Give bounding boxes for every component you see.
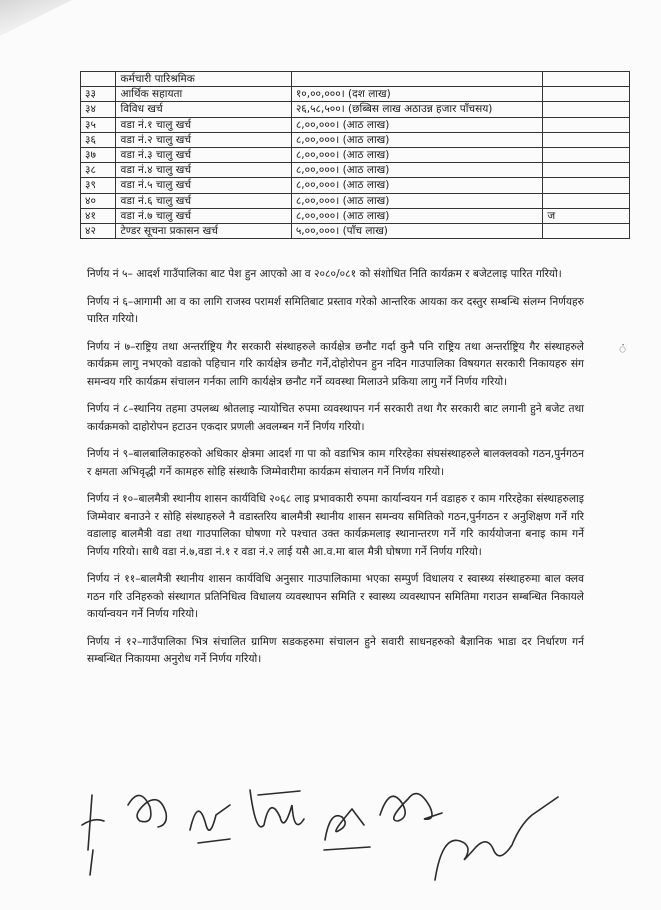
row-heading: वडा नं.१ चालु खर्च: [116, 117, 291, 132]
table-row: [81, 132, 630, 147]
row-number: ३७: [81, 147, 116, 162]
row-note: [543, 147, 630, 162]
signature-2: [128, 795, 166, 827]
signature-block: [80, 755, 620, 895]
row-heading: विविध खर्च: [116, 102, 291, 117]
table-row: [81, 72, 630, 87]
signature-5: [324, 809, 370, 850]
row-number: ३९: [81, 178, 116, 193]
row-amount: ८,००,०००। (आठ लाख): [291, 132, 543, 147]
row-heading: वडा नं.६ चालु खर्च: [116, 193, 291, 208]
margin-mark: ं: [619, 342, 627, 356]
row-amount: [291, 72, 543, 87]
row-amount: ८,००,०००। (आठ लाख): [291, 163, 543, 178]
row-note: [543, 132, 630, 147]
signature-7: [435, 797, 558, 880]
row-note: [543, 117, 630, 132]
decisions-list: [87, 266, 584, 679]
row-heading: वडा नं.५ चालु खर्च: [116, 178, 291, 193]
row-note: [543, 193, 630, 208]
row-heading: कर्मचारी पारिश्रमिक: [116, 72, 291, 87]
row-heading: टेण्डर सूचना प्रकासन खर्च: [116, 223, 291, 238]
row-heading: वडा नं.७ चालु खर्च: [116, 208, 291, 223]
decision-12: निर्णय नं १२–गाउँपालिका भित्र संचालित ग्रामिण सडकहरुमा संचालन हुने सवारी साधनहरुको बैज्ञानिक भाडा दर निर्धारण गर्न सम्बन्धित निकायमा अनुरोध गर्ने निर्णय गरियो।: [87, 635, 584, 665]
table-row: [81, 102, 630, 117]
row-note: ज: [543, 208, 630, 223]
decision-6: निर्णय नं ६–आगामी आ व का लागि राजस्व परामर्श समितिबाट प्रस्ताव गरेको आन्तरिक आयका कर दस्तुर सम्बन्धि संलग्न निर्णयहरु पारित गरियो।: [87, 295, 584, 325]
table-row: [81, 178, 630, 193]
row-note: [543, 178, 630, 193]
signature-6: [380, 794, 442, 821]
signature-4: [250, 790, 304, 827]
row-number: [81, 72, 116, 87]
row-number: ४०: [81, 193, 116, 208]
row-note: [543, 87, 630, 102]
table-row: [81, 208, 630, 223]
row-note: [543, 102, 630, 117]
row-heading: वडा नं.४ चालु खर्च: [116, 163, 291, 178]
row-amount: ८,००,०००। (आठ लाख): [291, 193, 543, 208]
row-amount: २६,५८,५००। (छब्बिस लाख अठाउन्न हजार पाँचसय): [291, 102, 543, 117]
table-row: [81, 163, 630, 178]
decision-10: निर्णय नं १०–बालमैत्री स्थानीय शासन कार्यविधि २०६८ लाइ प्रभावकारी रुपमा कार्यान्वयन गर्न वडाहरु र काम गरिरहेका संस्थाहरुलाइ जिम्मेवार बनाउने र सोहि संस्थाहरुले नै वडास्तरिय बालमैत्री स्थानीय शासन समन्वय समितिको गठन,पुर्नगठन र अनुशिक्षण गर्ने गरि वडालाइ बालमैत्री वडा तथा गाउपालिका घोषणा गरे पश्चात उक्त कार्यक्रमलाइ स्थानान्तरण गर्ने गरि कार्ययोजना बनाइ काम गर्ने निर्णय गरियो। साथै वडा नं.७,वडा नं.१ र वडा नं.२ लाई यसै आ.व.मा बाल मैत्री घोषणा गर्ने निर्णय गरियो।: [87, 493, 584, 558]
row-heading: आर्थिक सहायता: [116, 87, 291, 102]
row-number: ३६: [81, 132, 116, 147]
decision-9: निर्णय नं ९–बालबालिकाहरुको अधिकार क्षेत्रमा आदर्श गा पा को वडाभित्र काम गरिरहेका संघसंस्थाहरुले बालक्लवको गठन,पुर्नगठन र क्षमता अभिवृद्धी गर्ने कामहरु सोहि संस्थाकै जिम्मेवारीमा कार्यक्रम संचालन गर्ने निर्णय गरियो।: [87, 448, 584, 478]
row-number: ३४: [81, 102, 116, 117]
table-row: [81, 117, 630, 132]
budget-table: [80, 71, 630, 239]
table-row: [81, 223, 630, 238]
row-number: ४२: [81, 223, 116, 238]
table-row: [81, 193, 630, 208]
row-number: ३८: [81, 163, 116, 178]
row-amount: ८,००,०००। (आठ लाख): [291, 117, 543, 132]
table-row: [81, 147, 630, 162]
page-fold-shadow: [0, 0, 72, 36]
row-amount: ८,००,०००। (आठ लाख): [291, 208, 543, 223]
row-number: ४१: [81, 208, 116, 223]
row-note: [543, 223, 630, 238]
row-amount: ८,००,०००। (आठ लाख): [291, 178, 543, 193]
signature-1: [82, 795, 104, 875]
row-heading: वडा नं.२ चालु खर्च: [116, 132, 291, 147]
row-note: [543, 163, 630, 178]
decision-8: निर्णय नं ८–स्थानिय तहमा उपलब्ध श्रोतलाइ न्यायोचित रुपमा व्यवस्थापन गर्न सरकारी तथा गैर सरकारी बाट लगानी हुने बजेट तथा कार्यक्रमको दाहोरोपन हटाउन एकदार प्रणली अवलम्बन गर्ने निर्णय गरियो।: [87, 403, 584, 433]
row-amount: ८,००,०००। (आठ लाख): [291, 147, 543, 162]
row-amount: १०,००,०००। (दश लाख): [291, 87, 543, 102]
decision-7: निर्णय नं ७–राष्ट्रिय तथा अन्तर्राष्ट्रिय गैर सरकारी संस्थाहरुले कार्यक्षेत्र छनौट गर्दा कुनै पनि राष्ट्रिय तथा अन्तर्राष्ट्रिय गैर संस्थाहरुले कार्यक्रम लागु नभएको वडाको पहिचान गरि कार्यक्षेत्र छनौट गर्ने,दोहोरोपन हुन नदिन गाउपालिका विषयगत सरकारी निकायहरु संग समन्वय गरि कार्यक्रम संचालन गर्नका लागि कार्यक्षेत्र छनौट गर्ने व्यवस्था मिलाउने प्रकिया लागु गर्ने निर्णय गरियो।: [87, 340, 584, 388]
row-number: ३३: [81, 87, 116, 102]
row-heading: वडा नं.३ चालु खर्च: [116, 147, 291, 162]
row-number: ३५: [81, 117, 116, 132]
signature-3: [190, 805, 230, 843]
decision-11: निर्णय नं ११–बालमैत्री स्थानीय शासन कार्यविधि अनुसार गाउपालिकामा भएका सम्पुर्ण विधालय र स्वास्थ्य संस्थाहरुमा बाल क्लव गठन गरि उनिहरुको संस्थागत प्रतिनिधित्व विधालय व्यवस्थापन समिति र स्वास्थ्य व्यवस्थापन समितिमा गराउन सम्बन्धित निकायले कार्यान्वयन गर्ने निर्णय गरियो।: [87, 573, 584, 620]
table-row: [81, 87, 630, 102]
row-amount: ५,००,०००। (पाँच लाख): [291, 223, 543, 238]
row-note: [543, 72, 630, 87]
decision-5: निर्णय नं ५– आदर्श गाउँपालिका बाट पेश हुन आएको आ व २०८०/०८१ को संशोधित निति कार्यक्रम र बजेटलाइ पारित गरियो।: [87, 268, 562, 280]
